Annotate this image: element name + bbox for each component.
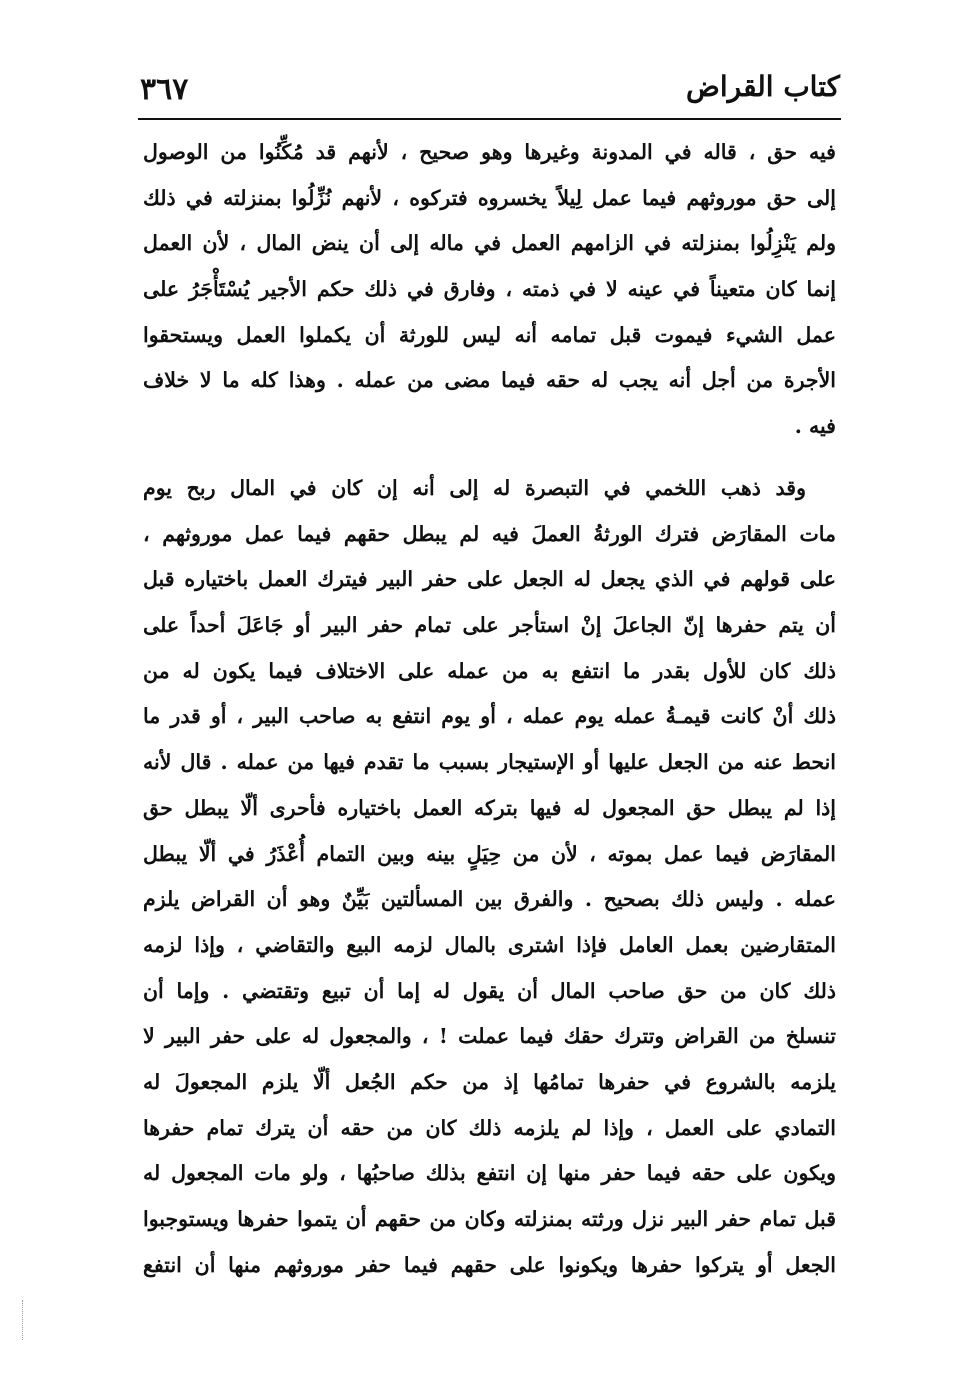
text-line: المقارَض فيما عمل بموته ، لأن من حِيَلٍ بينه وبين التمام أُعْذَرُ في ألّا يبطل bbox=[143, 841, 836, 866]
text-line: ذلك أنْ كانت قيمـةُ عمله يوم عمله ، أو يوم انتفع به صاحب البير ، أو قدر ما bbox=[143, 704, 836, 729]
text-line: ولم يَنْزِلُوا بمنزلته في الزامهم العمل في ماله إلى أن ينض المال ، لأن العمل bbox=[143, 231, 836, 256]
text-line: تنسلخ من القراض وتترك حقك فيما عملت ! ، والمجعول له على حفر البير لا bbox=[143, 1024, 836, 1049]
scan-artifact bbox=[22, 1300, 29, 1340]
text-line: ذلك كان من حق صاحب المال أن يقول له إما أن تبيع وتقتضي . وإما أن bbox=[143, 978, 836, 1003]
page-number: ٣٦٧ bbox=[140, 72, 189, 107]
page-header bbox=[140, 70, 840, 116]
text-line: التمادي على العمل ، وإذا لم يلزمه ذلك كان من حقه أن يترك تمام حفرها bbox=[143, 1115, 836, 1140]
text-line: المتقارضين بعمل العامل فإذا اشترى بالمال لزمه البيع والتقاضي ، وإذا لزمه bbox=[143, 932, 836, 957]
header-rule bbox=[138, 118, 841, 120]
text-line: أن يتم حفرها إنّ الجاعلَ إنْ استأجر على تمام حفر البير أو جَاعَلَ أحداً على bbox=[143, 613, 836, 638]
text-line: وقد ذهب اللخمي في التبصرة له إلى أنه إن كان في المال ربح يوم bbox=[143, 476, 806, 500]
text-line: فيه حق ، قاله في المدونة وغيرها وهو صحيح ، لأنهم قد مُكِّنُوا من الوصول bbox=[143, 140, 836, 164]
text-line: عمل الشيء فيموت قبل تمامه أنه ليس للورثة أن يكملوا العمل ويستحقوا bbox=[143, 322, 836, 347]
paragraph-1 bbox=[143, 130, 836, 450]
text-line: على قولهم في الذي يجعل له الجعل على حفر البير فيترك العمل باختياره قبل bbox=[143, 567, 836, 592]
text-line: ويكون على حقه فيما حفر منها إن انتفع بذلك صاحبُها ، ولو مات المجعول له bbox=[143, 1161, 836, 1186]
text-line: مات المقارَض فترك الورثةُ العملَ فيه لم يبطل حقهم فيما عمل موروثهم ، bbox=[143, 521, 836, 546]
text-line: قبل تمام حفر البير نزل ورثته بمنزلته وكان من حقهم أن يتموا حفرها ويستوجبوا bbox=[143, 1207, 836, 1231]
text-line: انحط عنه من الجعل عليها أو الإستيجار بسبب ما تقدم فيها من عمله . قال لأنه bbox=[143, 750, 836, 775]
text-line: ذلك كان للأول بقدر ما انتفع به من عمله على الاختلاف فيما يكون له من bbox=[143, 658, 836, 683]
text-line: إذا لم يبطل حق المجعول له فيها بتركه العمل باختياره فأحرى ألّا يبطل حق bbox=[143, 795, 836, 820]
text-line: إنما كان متعيناً في عينه لا في ذمته ، وفارق في ذلك حكم الأجير يُسْتَأْجَرُ على bbox=[143, 277, 836, 302]
paragraph-2 bbox=[143, 466, 836, 1288]
text-line: الجعل أو يتركوا حفرها ويكونوا على حقهم فيما حفر موروثهم منها أن انتفع bbox=[143, 1252, 836, 1277]
text-line: إلى حق موروثهم فيما عمل لِيلاً يخسروه فتركوه ، لأنهم نُزِّلُوا بمنزلته في ذلك bbox=[143, 185, 836, 210]
text-line: عمله . وليس ذلك بصحيح . والفرق بين المسألتين بَيِّنٌ وهو أن القراض يلزم bbox=[143, 887, 836, 912]
running-title: كتاب القراض bbox=[686, 70, 840, 103]
text-line: فيه . bbox=[794, 414, 836, 439]
text-line: الأجرة من أجل أنه يجب له حقه فيما مضى من عمله . وهذا كله ما لا خلاف bbox=[143, 368, 836, 393]
text-line: يلزمه بالشروع في حفرها تمامُها إذ من حكم الجُعل ألّا يلزم المجعولَ له bbox=[143, 1069, 836, 1094]
